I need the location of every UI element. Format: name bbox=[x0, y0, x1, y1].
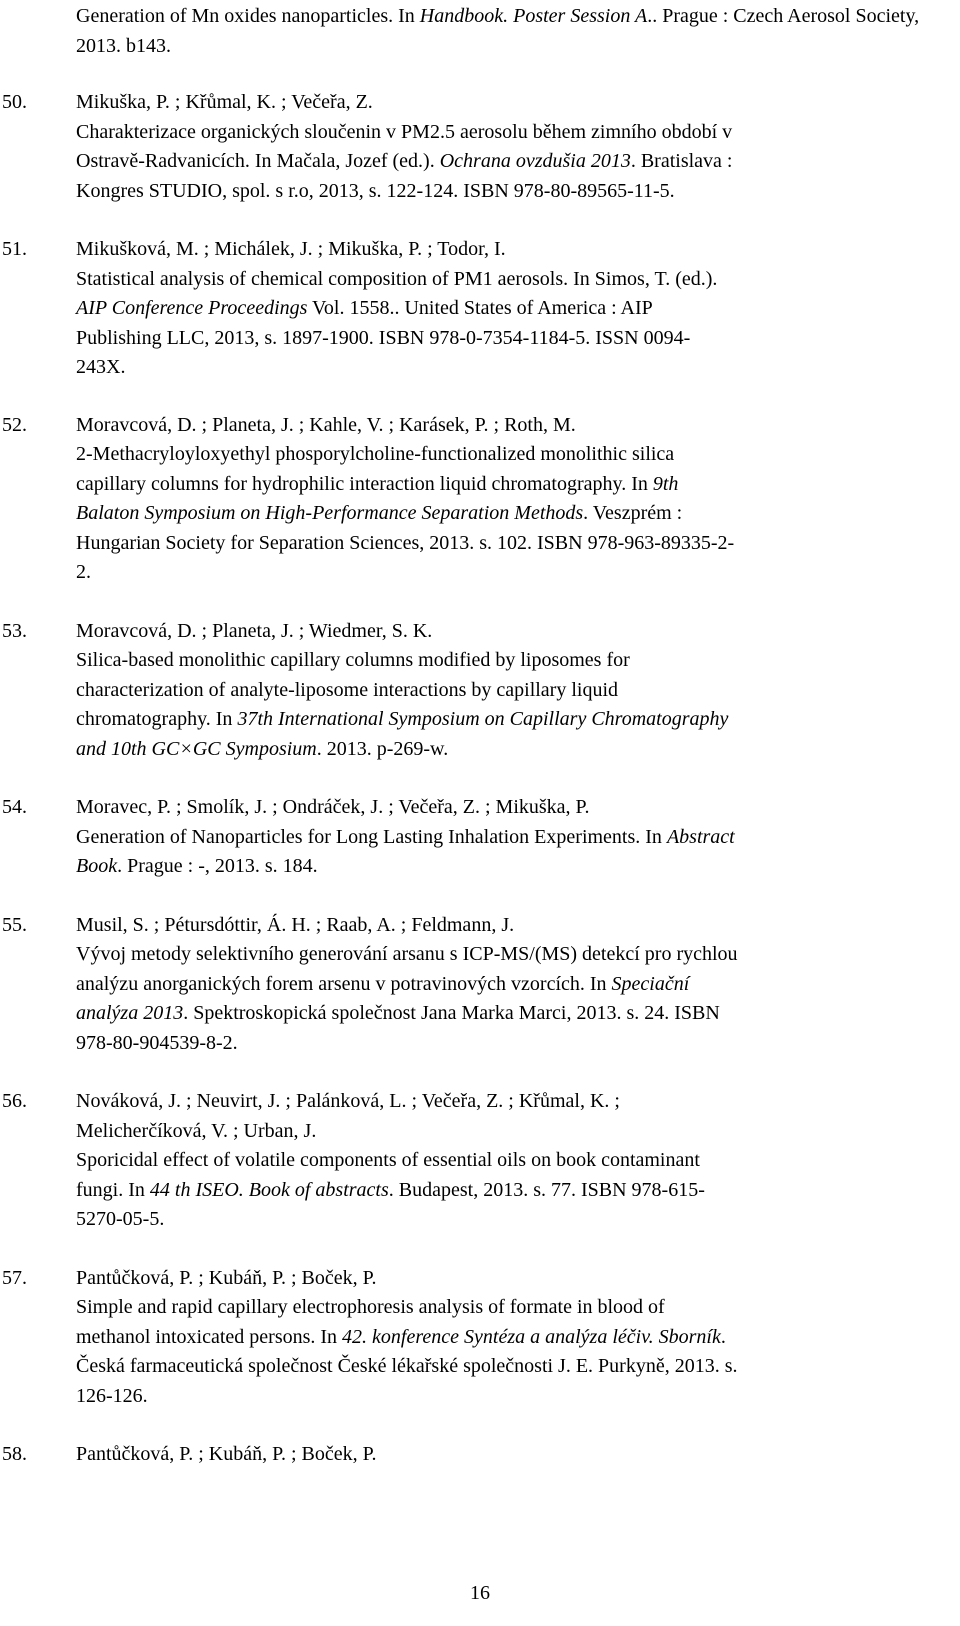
text-run: . Spektroskopická společnost Jana Marka Marci, 2013. s. 24. ISBN bbox=[183, 1002, 720, 1024]
text-run: . Prague : -, 2013. s. 184. bbox=[117, 855, 318, 877]
text-run: . Budapest, 2013. s. 77. ISBN 978-615- bbox=[388, 1178, 705, 1201]
text-run: chromatography. In bbox=[76, 708, 238, 730]
reference-authors: Musil, S. ; Pétursdóttir, Á. H. ; Raab, A. ; Feldmann, J. bbox=[76, 913, 515, 936]
italic-run: Ochrana ovzdušia 2013 bbox=[439, 150, 631, 172]
reference-item bbox=[0, 793, 936, 882]
text-run: . bbox=[720, 1325, 726, 1348]
text-run: capillary columns for hydrophilic interaction liquid chromatography. In bbox=[76, 472, 653, 495]
reference-number: 50. bbox=[2, 91, 27, 113]
reference-line: Publishing LLC, 2013, s. 1897-1900. ISBN 978-0-7354-1184-5. ISSN 0094- bbox=[76, 326, 691, 349]
reference-authors: Pantůčková, P. ; Kubáň, P. ; Boček, P. bbox=[76, 1443, 377, 1465]
reference-authors: Mikušková, M. ; Michálek, J. ; Mikuška, P. ; Todor, I. bbox=[76, 238, 506, 260]
italic-run: Book bbox=[76, 855, 118, 877]
reference-item bbox=[0, 235, 936, 383]
reference-authors: Moravcová, D. ; Planeta, J. ; Kahle, V. ; Karásek, P. ; Roth, M. bbox=[76, 413, 576, 436]
reference-line bbox=[76, 852, 936, 882]
reference-line: Česká farmaceutická společnost České lékařské společnosti J. E. Purkyně, 2013. s. bbox=[76, 1355, 738, 1377]
italic-run: and 10th GC×GC Symposium bbox=[76, 737, 317, 760]
reference-line bbox=[76, 294, 936, 324]
text-run: . 2013. p-269-w. bbox=[316, 737, 449, 760]
reference-line: Kongres STUDIO, spol. s r.o, 2013, s. 122-124. ISBN 978-80-89565-11-5. bbox=[76, 179, 675, 202]
reference-line: 2. bbox=[76, 561, 91, 583]
italic-run: Speciační bbox=[611, 972, 690, 995]
reference-line: Statistical analysis of chemical composition of PM1 aerosols. In Simos, T. (ed.). bbox=[76, 267, 718, 290]
reference-line: Sporicidal effect of volatile components of essential oils on book contaminant bbox=[76, 1149, 700, 1171]
reference-item bbox=[0, 617, 936, 765]
text-run: fungi. In bbox=[76, 1178, 150, 1201]
text-run: .. Prague : bbox=[647, 5, 729, 27]
italic-run: 44 th ISEO. Book of abstracts bbox=[149, 1178, 389, 1201]
reference-item bbox=[0, 1440, 936, 1470]
reference-line: 126-126. bbox=[76, 1384, 148, 1407]
reference-authors: Moravec, P. ; Smolík, J. ; Ondráček, J. ; Večeřa, Z. ; Mikuška, P. bbox=[76, 796, 590, 818]
reference-number: 55. bbox=[2, 913, 27, 936]
italic-run: 9th bbox=[652, 472, 679, 495]
reference-authors: Melicherčíková, V. ; Urban, J. bbox=[76, 1119, 317, 1142]
text-run: . Bratislava : bbox=[630, 150, 733, 172]
italic-run: Handbook. Poster Session A bbox=[419, 5, 648, 27]
reference-number: 57. bbox=[2, 1266, 27, 1289]
reference-item bbox=[0, 88, 936, 206]
reference-line: 978-80-904539-8-2. bbox=[76, 1031, 238, 1054]
italic-run: analýza 2013 bbox=[76, 1002, 184, 1024]
reference-line: Simple and rapid capillary electrophoresis analysis of formate in blood of bbox=[76, 1296, 665, 1318]
text-run: . Veszprém : bbox=[583, 502, 683, 524]
reference-line bbox=[76, 470, 936, 500]
reference-line bbox=[76, 823, 936, 853]
reference-line bbox=[76, 705, 936, 735]
reference-item bbox=[0, 1264, 936, 1412]
reference-number: 54. bbox=[2, 796, 27, 818]
reference-authors: Mikuška, P. ; Křůmal, K. ; Večeřa, Z. bbox=[76, 91, 373, 113]
reference-line bbox=[76, 1176, 936, 1206]
reference-line bbox=[76, 999, 936, 1029]
reference-line bbox=[76, 5, 728, 27]
italic-run: 42. konference Syntéza a analýza léčiv. Sborník bbox=[342, 1325, 721, 1348]
reference-item bbox=[0, 411, 936, 588]
italic-run: Abstract bbox=[666, 825, 735, 848]
reference-item bbox=[0, 1087, 936, 1235]
reference-line bbox=[76, 970, 936, 1000]
italic-run: AIP Conference Proceedings bbox=[76, 297, 308, 319]
italic-run: 37th International Symposium on Capillary Chromatography bbox=[237, 708, 729, 730]
reference-number: 51. bbox=[2, 238, 27, 260]
reference-authors: Moravcová, D. ; Planeta, J. ; Wiedmer, S. K. bbox=[76, 619, 433, 642]
reference-line: Vývoj metody selektivního generování arsanu s ICP-MS/(MS) detekcí pro rychlou bbox=[76, 943, 738, 965]
reference-line: 5270-05-5. bbox=[76, 1208, 165, 1230]
reference-line: 2-Methacryloyloxyethyl phosporylcholine-functionalized monolithic silica bbox=[76, 443, 675, 465]
text-run: methanol intoxicated persons. In bbox=[76, 1325, 343, 1348]
reference-list bbox=[0, 88, 960, 1499]
reference-number: 58. bbox=[2, 1443, 27, 1465]
reference-authors: Nováková, J. ; Neuvirt, J. ; Palánková, L. ; Večeřa, Z. ; Křůmal, K. ; bbox=[76, 1090, 620, 1112]
italic-run: Balaton Symposium on High-Performance Separation Methods bbox=[76, 502, 584, 524]
reference-number: 52. bbox=[2, 413, 27, 436]
reference-line: characterization of analyte-liposome interactions by capillary liquid bbox=[76, 678, 619, 701]
reference-number: 53. bbox=[2, 619, 27, 642]
continued-reference bbox=[76, 2, 936, 61]
page-number: 16 bbox=[470, 1582, 490, 1604]
reference-line bbox=[76, 147, 936, 177]
text-run: Vol. 1558.. United States of America : AIP bbox=[307, 297, 653, 319]
reference-line: Czech Aerosol Society, 2013. b143. bbox=[76, 5, 920, 57]
reference-line bbox=[76, 499, 936, 529]
reference-line: 243X. bbox=[76, 356, 126, 378]
text-run: Generation of Nanoparticles for Long Lasting Inhalation Experiments. In bbox=[76, 825, 667, 848]
reference-line: Charakterizace organických sloučenin v PM2.5 aerosolu během zimního období v bbox=[76, 120, 733, 143]
reference-authors: Pantůčková, P. ; Kubáň, P. ; Boček, P. bbox=[76, 1266, 377, 1289]
reference-item bbox=[0, 911, 936, 1059]
reference-line: Silica-based monolithic capillary columns modified by liposomes for bbox=[76, 649, 630, 671]
text-run: Ostravě-Radvanicích. In Mačala, Jozef (ed.). bbox=[76, 150, 440, 172]
reference-number: 56. bbox=[2, 1090, 27, 1112]
reference-line: Hungarian Society for Separation Sciences, 2013. s. 102. ISBN 978-963-89335-2- bbox=[76, 531, 735, 554]
text-run: Generation of Mn oxides nanoparticles. In bbox=[76, 5, 420, 27]
text-run: analýzu anorganických forem arsenu v potravinových vzorcích. In bbox=[76, 972, 612, 995]
reference-line bbox=[76, 735, 936, 765]
reference-line bbox=[76, 1323, 936, 1353]
